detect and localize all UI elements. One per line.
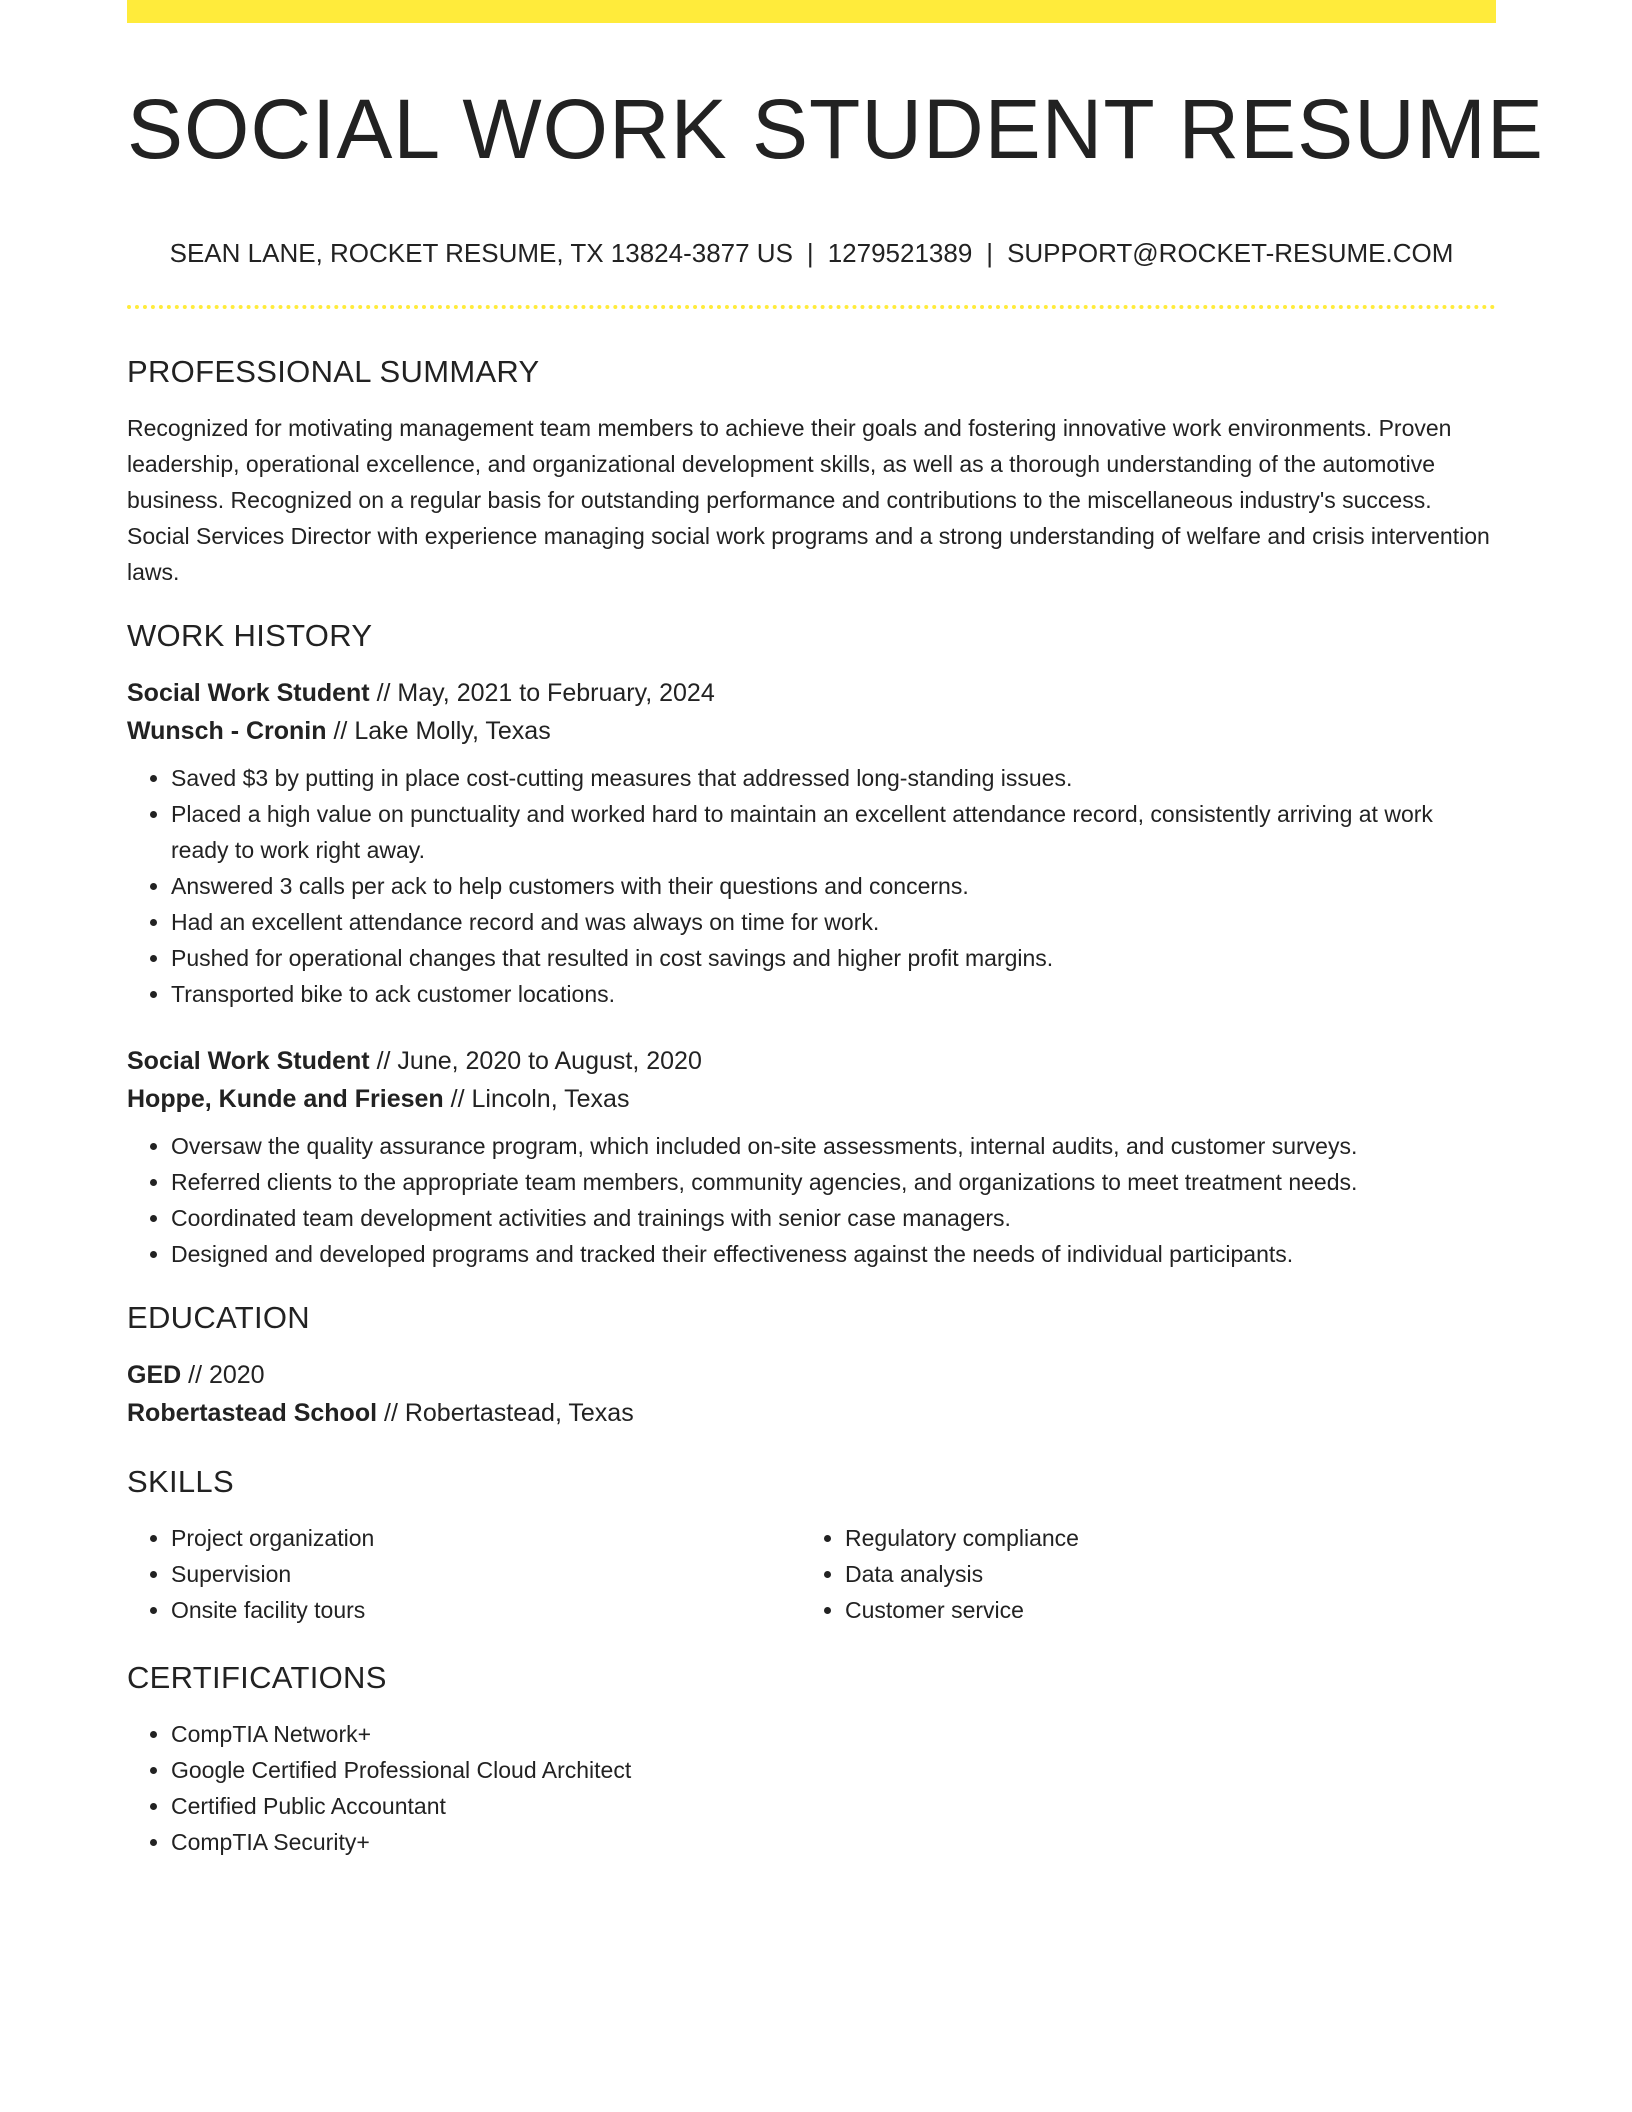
- job-dates: // June, 2020 to August, 2020: [369, 1047, 702, 1075]
- job-location: // Lake Molly, Texas: [326, 717, 551, 745]
- list-item: • Designed and developed programs and tracked their effectiveness against the needs of individual participants.: [171, 1236, 1496, 1272]
- skill-item: • Project organization: [171, 1520, 801, 1556]
- work-history-section: [127, 616, 1496, 1272]
- skills-section: [127, 1462, 1496, 1628]
- skills-grid: [127, 1520, 1496, 1628]
- skill-item: • Customer service: [845, 1592, 1475, 1628]
- section-heading-education: EDUCATION: [127, 1300, 310, 1335]
- job-bullets: [127, 760, 1496, 1012]
- section-heading-certifications: CERTIFICATIONS: [127, 1660, 387, 1695]
- skills-list-left: [127, 1520, 801, 1628]
- job-company: Wunsch - Cronin: [127, 717, 327, 745]
- skill-item: • Regulatory compliance: [845, 1520, 1475, 1556]
- section-heading-summary: PROFESSIONAL SUMMARY: [127, 354, 540, 389]
- list-item: • Coordinated team development activities and trainings with senior case managers.: [171, 1200, 1496, 1236]
- contact-address: SEAN LANE, ROCKET RESUME, TX 13824-3877 US: [169, 238, 793, 268]
- contact-email: SUPPORT@ROCKET-RESUME.COM: [1007, 238, 1454, 268]
- job-company-line: [127, 1080, 1496, 1118]
- certification-item: • Google Certified Professional Cloud Architect: [171, 1752, 1496, 1788]
- education-school: Robertastead School: [127, 1399, 378, 1427]
- certifications-section: [127, 1658, 1496, 1860]
- list-item: • Referred clients to the appropriate team members, community agencies, and organizations to meet treatment needs.: [171, 1164, 1496, 1200]
- contact-separator: |: [986, 238, 994, 268]
- education-degree-line: [127, 1356, 1496, 1394]
- resume-content: [127, 352, 1496, 1860]
- skill-item: • Onsite facility tours: [171, 1592, 801, 1628]
- list-item: • Answered 3 calls per ack to help customers with their questions and concerns.: [171, 868, 1496, 904]
- certification-item: • CompTIA Network+: [171, 1716, 1496, 1752]
- list-item: • Saved $3 by putting in place cost-cutting measures that addressed long-standing issues.: [171, 760, 1496, 796]
- certification-item: • Certified Public Accountant: [171, 1788, 1496, 1824]
- list-item: • Transported bike to ack customer locations.: [171, 976, 1496, 1012]
- education-school-line: [127, 1394, 1496, 1432]
- resume-title: SOCIAL WORK STUDENT RESUME: [127, 82, 1544, 176]
- job-title: Social Work Student: [127, 1047, 370, 1075]
- job-title: Social Work Student: [127, 679, 370, 707]
- job-entry: [127, 1042, 1496, 1272]
- skill-item: • Supervision: [171, 1556, 801, 1592]
- job-location: // Lincoln, Texas: [443, 1085, 630, 1113]
- certifications-list: [127, 1716, 1496, 1860]
- education-year: // 2020: [181, 1361, 265, 1389]
- job-bullets: [127, 1128, 1496, 1272]
- list-item: • Oversaw the quality assurance program, which included on-site assessments, internal audits, and customer surveys.: [171, 1128, 1496, 1164]
- contact-phone: 1279521389: [827, 238, 973, 268]
- contact-line: [127, 236, 1496, 270]
- job-company-line: [127, 712, 1496, 750]
- certification-item: • CompTIA Security+: [171, 1824, 1496, 1860]
- section-heading-skills: SKILLS: [127, 1464, 234, 1499]
- skills-list-right: [801, 1520, 1475, 1628]
- summary-section: [127, 352, 1496, 590]
- job-title-line: [127, 1042, 1496, 1080]
- skill-item: • Data analysis: [845, 1556, 1475, 1592]
- summary-text: Recognized for motivating management team members to achieve their goals and fostering innovative work environments. Proven leadership, operational excellence, and organizational development skills, as well as a thorough understanding of the automotive business. Recognized on a regular basis for outstanding performance and contributions to the miscellaneous industry's success. Social Services Director with experience managing social work programs and a strong understanding of welfare and crisis intervention laws.: [127, 415, 1490, 585]
- job-dates: // May, 2021 to February, 2024: [369, 679, 715, 707]
- job-title-line: [127, 674, 1496, 712]
- education-section: [127, 1298, 1496, 1432]
- education-location: // Robertastead, Texas: [377, 1399, 634, 1427]
- dotted-divider: [127, 305, 1496, 309]
- education-degree: GED: [127, 1361, 182, 1389]
- accent-top-bar: [127, 0, 1496, 23]
- contact-separator: |: [806, 238, 814, 268]
- job-entry: [127, 674, 1496, 1012]
- section-heading-work-history: WORK HISTORY: [127, 618, 373, 653]
- list-item: • Placed a high value on punctuality and worked hard to maintain an excellent attendance record, consistently arriving at work ready to work right away.: [171, 796, 1496, 868]
- list-item: • Pushed for operational changes that resulted in cost savings and higher profit margins.: [171, 940, 1496, 976]
- list-item: • Had an excellent attendance record and was always on time for work.: [171, 904, 1496, 940]
- job-company: Hoppe, Kunde and Friesen: [127, 1085, 444, 1113]
